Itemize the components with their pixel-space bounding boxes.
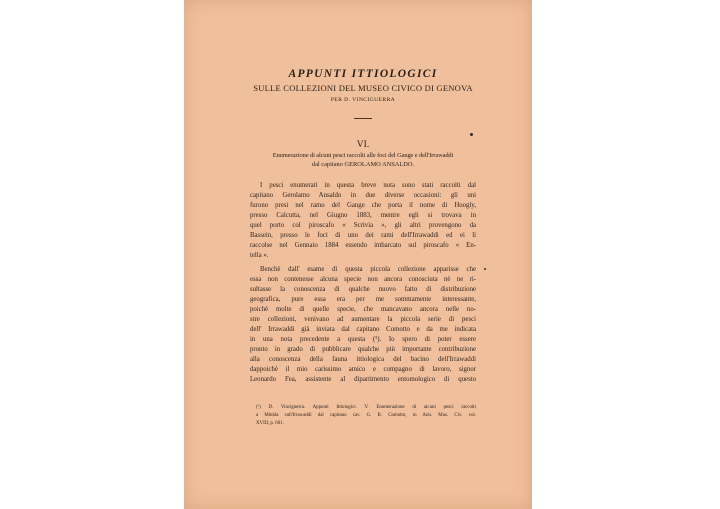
section-heading-line: Enumerazione di alcuni pesci raccolti alle foci del Gange e dell'Irrawaddi: [272, 152, 454, 159]
body-line: capitano Gerolamo Ansaldo in due diverse occasioni: gli uni: [250, 192, 476, 199]
body-line: poichè molte di quelle specie, che mancavano ancora nelle no-: [250, 306, 476, 313]
body-line: tella ».: [250, 252, 269, 259]
body-line: presso Calcutta, nel Giugno 1883, mentre egli si trovava in: [250, 212, 476, 219]
section-number: VI.: [356, 140, 370, 150]
body-line: essa non contenesse alcuna specie non ancora conosciuta nè ne ri-: [250, 276, 476, 283]
body-line: furono presi nel ramo del Gange che porta il nome di Hoogly,: [250, 202, 476, 209]
footnote-line: (¹) D. Vinciguerra. Appunti Ittiologici. V. Enumerazione di alcuni pesci raccolti: [256, 405, 476, 410]
document-author: PER D. VINCIGUERRA: [330, 97, 396, 103]
footnote-line: XVIII, p. 601.: [256, 421, 284, 426]
body-line: I pesci enumerati in questa breve nota sono stati raccolti dal: [260, 182, 476, 189]
body-line: in una nota precedente a questa (¹). Io spero di poter essere: [250, 336, 476, 343]
body-line: dappoichè il mio carissimo amico e compagno di lavoro, signor: [250, 366, 476, 373]
body-line: pronto in grado di pubblicare qualche più importante contribuzione: [250, 346, 476, 353]
section-heading-line: dal capitano GEROLAMO ANSALDO.: [311, 161, 415, 168]
body-line: Bassein, presso le foci di uno dei rami dell'Irrawaddi ed ei li: [250, 232, 476, 239]
body-line: geografica, pure essa era per me sommamente interessante,: [250, 296, 476, 303]
text-column: [250, 0, 476, 509]
title-divider: [354, 118, 372, 119]
footnote-line: a Minhla sull'Irrawaddi dal capitano cav. G. B. Comotto, in Ann. Mus. Civ. vol.: [256, 413, 476, 418]
body-line: stre collezioni, venivano ad aumentare la piccola serie di pesci: [250, 316, 476, 323]
body-line: quel porto col piroscafo « Scrivia », gli altri provengono da: [250, 222, 476, 229]
body-line: alla conoscenza della fauna ittiologica del bacino dell'Irrawaddi: [250, 356, 476, 363]
body-line: sultasse la conoscenza di qualche nuovo fatto di distribuzione: [250, 286, 476, 293]
document-title: APPUNTI ITTIOLOGICI: [288, 68, 438, 80]
body-line: Benchè dall' esame di questa piccola collezione apparisse che: [260, 266, 476, 273]
body-line: dell' Irrawaddi già inviata dal capitano Comotto e da me indicata: [250, 326, 476, 333]
body-line: Leonardo Fea, assistente al dipartimento entomologico di questo: [250, 376, 476, 383]
document-subtitle: SULLE COLLEZIONI DEL MUSEO CIVICO DI GENOVA: [253, 83, 473, 93]
paper-speck: [484, 268, 486, 270]
paper-sheet: [184, 0, 532, 509]
body-line: raccolse nel Gennaio 1884 essendo imbarcato sul piroscafo « En-: [250, 242, 476, 249]
